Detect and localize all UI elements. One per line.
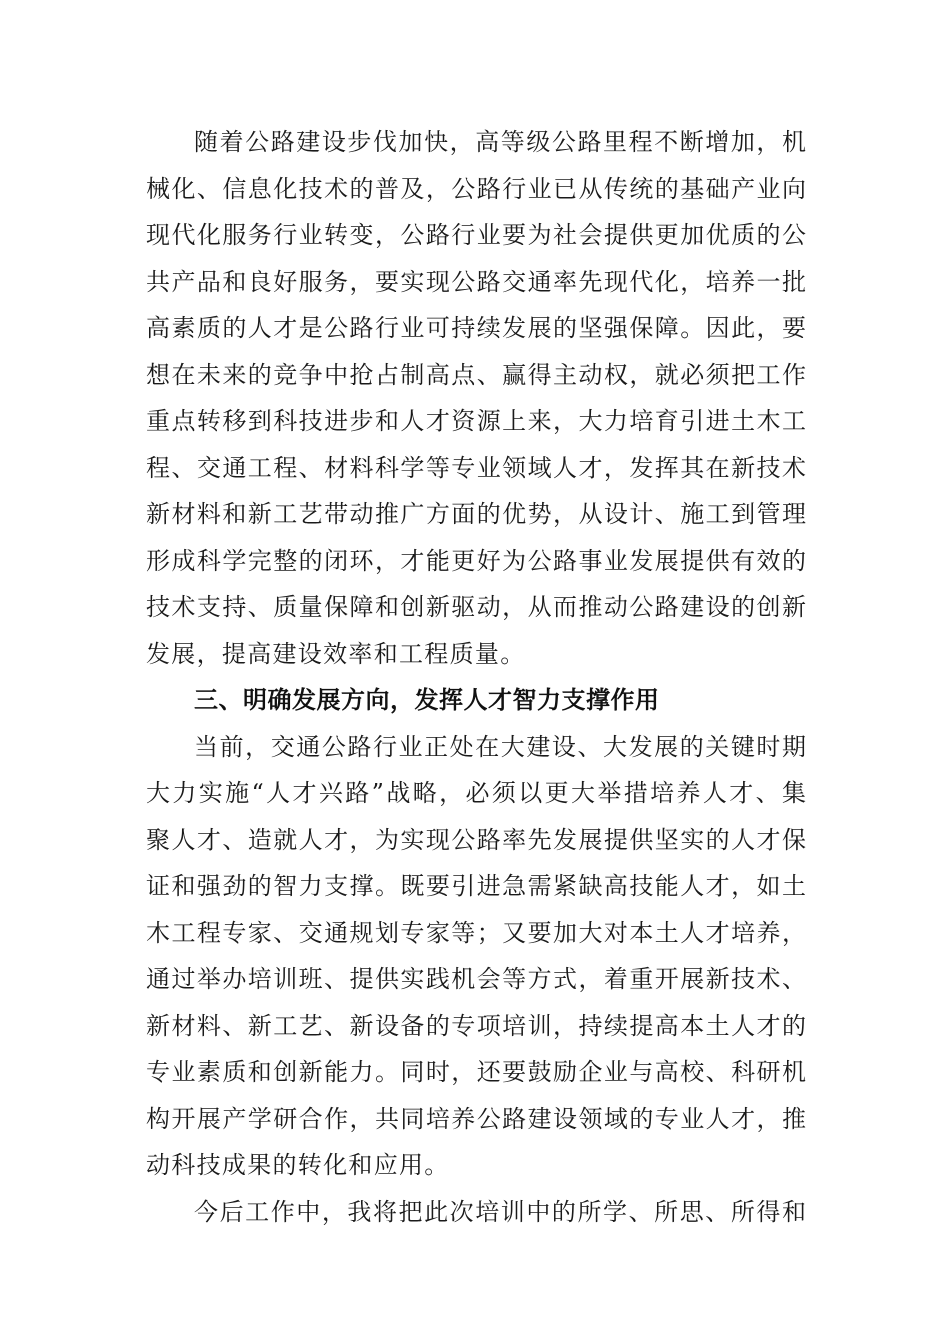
text-line: 高素质的人才是公路行业可持续发展的坚强保障。因此，要 — [146, 314, 806, 342]
text-line: 今后工作中，我将把此次培训中的所学、所思、所得和 — [194, 1197, 806, 1226]
text-line: 发展，提高建设效率和工程质量。 — [146, 639, 526, 668]
text-line: 新材料和新工艺带动推广方面的优势，从设计、施工到管理 — [146, 500, 806, 528]
text-line: 聚人才、造就人才，为实现公路率先发展提供坚实的人才保 — [146, 825, 806, 854]
text-line: 械化、信息化技术的普及，公路行业已从传统的基础产业向 — [146, 174, 806, 203]
text-line: 技术支持、质量保障和创新驱动，从而推动公路建设的创新 — [146, 593, 806, 621]
text-line: 构开展产学研合作，共同培养公路建设领域的专业人才，推 — [146, 1104, 806, 1133]
text-line: 当前，交通公路行业正处在大建设、大发展的关键时期 — [194, 732, 806, 761]
paragraph-talent-development — [146, 119, 806, 677]
text-line: 证和强劲的智力支撑。既要引进急需紧缺高技能人才，如土 — [146, 872, 806, 900]
text-line: 共产品和良好服务，要实现公路交通率先现代化，培养一批 — [146, 267, 806, 296]
text-line: 动科技成果的转化和应用。 — [146, 1151, 450, 1179]
text-line: 程、交通工程、材料科学等专业领域人才，发挥其在新技术 — [146, 453, 806, 482]
text-line: 木工程专家、交通规划专家等；又要加大对本土人才培养， — [146, 918, 806, 947]
text-line: 形成科学完整的闭环，才能更好为公路事业发展提供有效的 — [146, 546, 806, 575]
paragraph-future-work — [146, 1189, 806, 1236]
text-line: 重点转移到科技进步和人才资源上来，大力培育引进土木工 — [146, 407, 806, 435]
paragraph-talent-strategy — [146, 724, 806, 1189]
text-line: 专业素质和创新能力。同时，还要鼓励企业与高校、科研机 — [146, 1058, 806, 1086]
text-line: 随着公路建设步伐加快，高等级公路里程不断增加，机 — [194, 128, 806, 156]
text-line: 想在未来的竞争中抢占制高点、赢得主动权，就必须把工作 — [146, 360, 806, 389]
text-line: 新材料、新工艺、新设备的专项培训，持续提高本土人才的 — [146, 1011, 806, 1040]
document-body — [146, 119, 806, 1235]
text-line: 通过举办培训班、提供实践机会等方式，着重开展新技术、 — [146, 965, 806, 993]
text-line: 现代化服务行业转变，公路行业要为社会提供更加优质的公 — [146, 221, 806, 249]
section-heading: 三、明确发展方向，发挥人才智力支撑作用 — [194, 686, 660, 714]
text-line: 大力实施“人才兴路”战略，必须以更大举措培养人才、集 — [146, 779, 806, 807]
